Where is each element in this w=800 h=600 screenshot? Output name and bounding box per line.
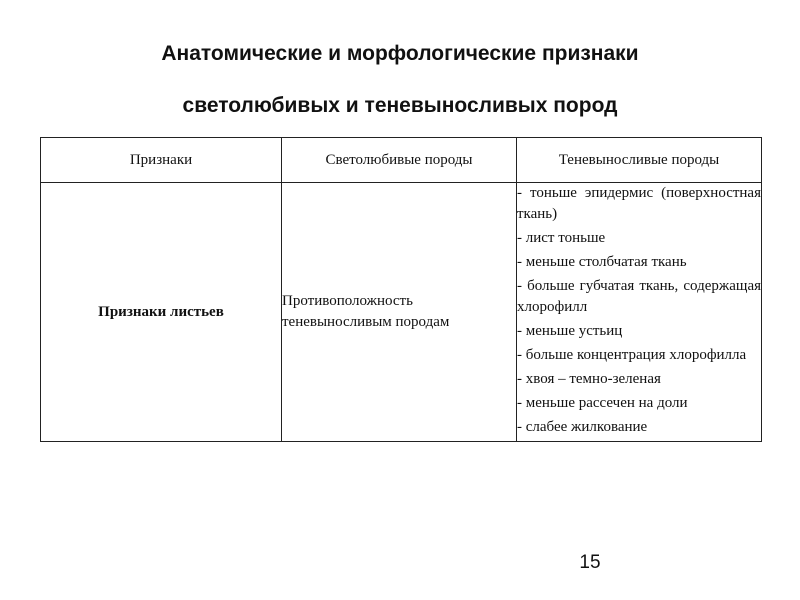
- shade-tolerant-traits-list: [517, 183, 762, 442]
- trait-item: - больше губчатая ткань, содержащая хлорофилл: [517, 278, 761, 315]
- trait-item: - меньше столбчатая ткань: [517, 254, 687, 270]
- table-header-row: [41, 138, 762, 183]
- trait-item: - хвоя – темно-зеленая: [517, 371, 661, 387]
- light-loving-description: Противоположность теневыносливым породам: [282, 183, 517, 442]
- trait-item: - меньше устьиц: [517, 323, 623, 339]
- traits-table: [40, 137, 762, 442]
- trait-item: - больше концентрация хлорофилла: [517, 347, 747, 363]
- column-header-shade-tolerant: Теневыносливые породы: [517, 138, 762, 183]
- row-label-leaf-traits: Признаки листьев: [41, 183, 282, 442]
- trait-item: - тоньше эпидермис (поверхностная ткань): [517, 185, 761, 222]
- slide-title-line-2: светолюбивых и теневыносливых пород: [182, 94, 618, 117]
- page-number: 15: [579, 552, 601, 573]
- trait-item: - меньше рассечен на доли: [517, 395, 688, 411]
- trait-item: - лист тоньше: [517, 230, 606, 246]
- column-header-traits: Признаки: [41, 138, 282, 183]
- column-header-light-loving: Светолюбивые породы: [282, 138, 517, 183]
- table-row: [41, 183, 762, 442]
- slide-title: [0, 28, 800, 132]
- slide-title-line-1: Анатомические и морфологические признаки: [161, 42, 639, 65]
- trait-item: - слабее жилкование: [517, 419, 648, 435]
